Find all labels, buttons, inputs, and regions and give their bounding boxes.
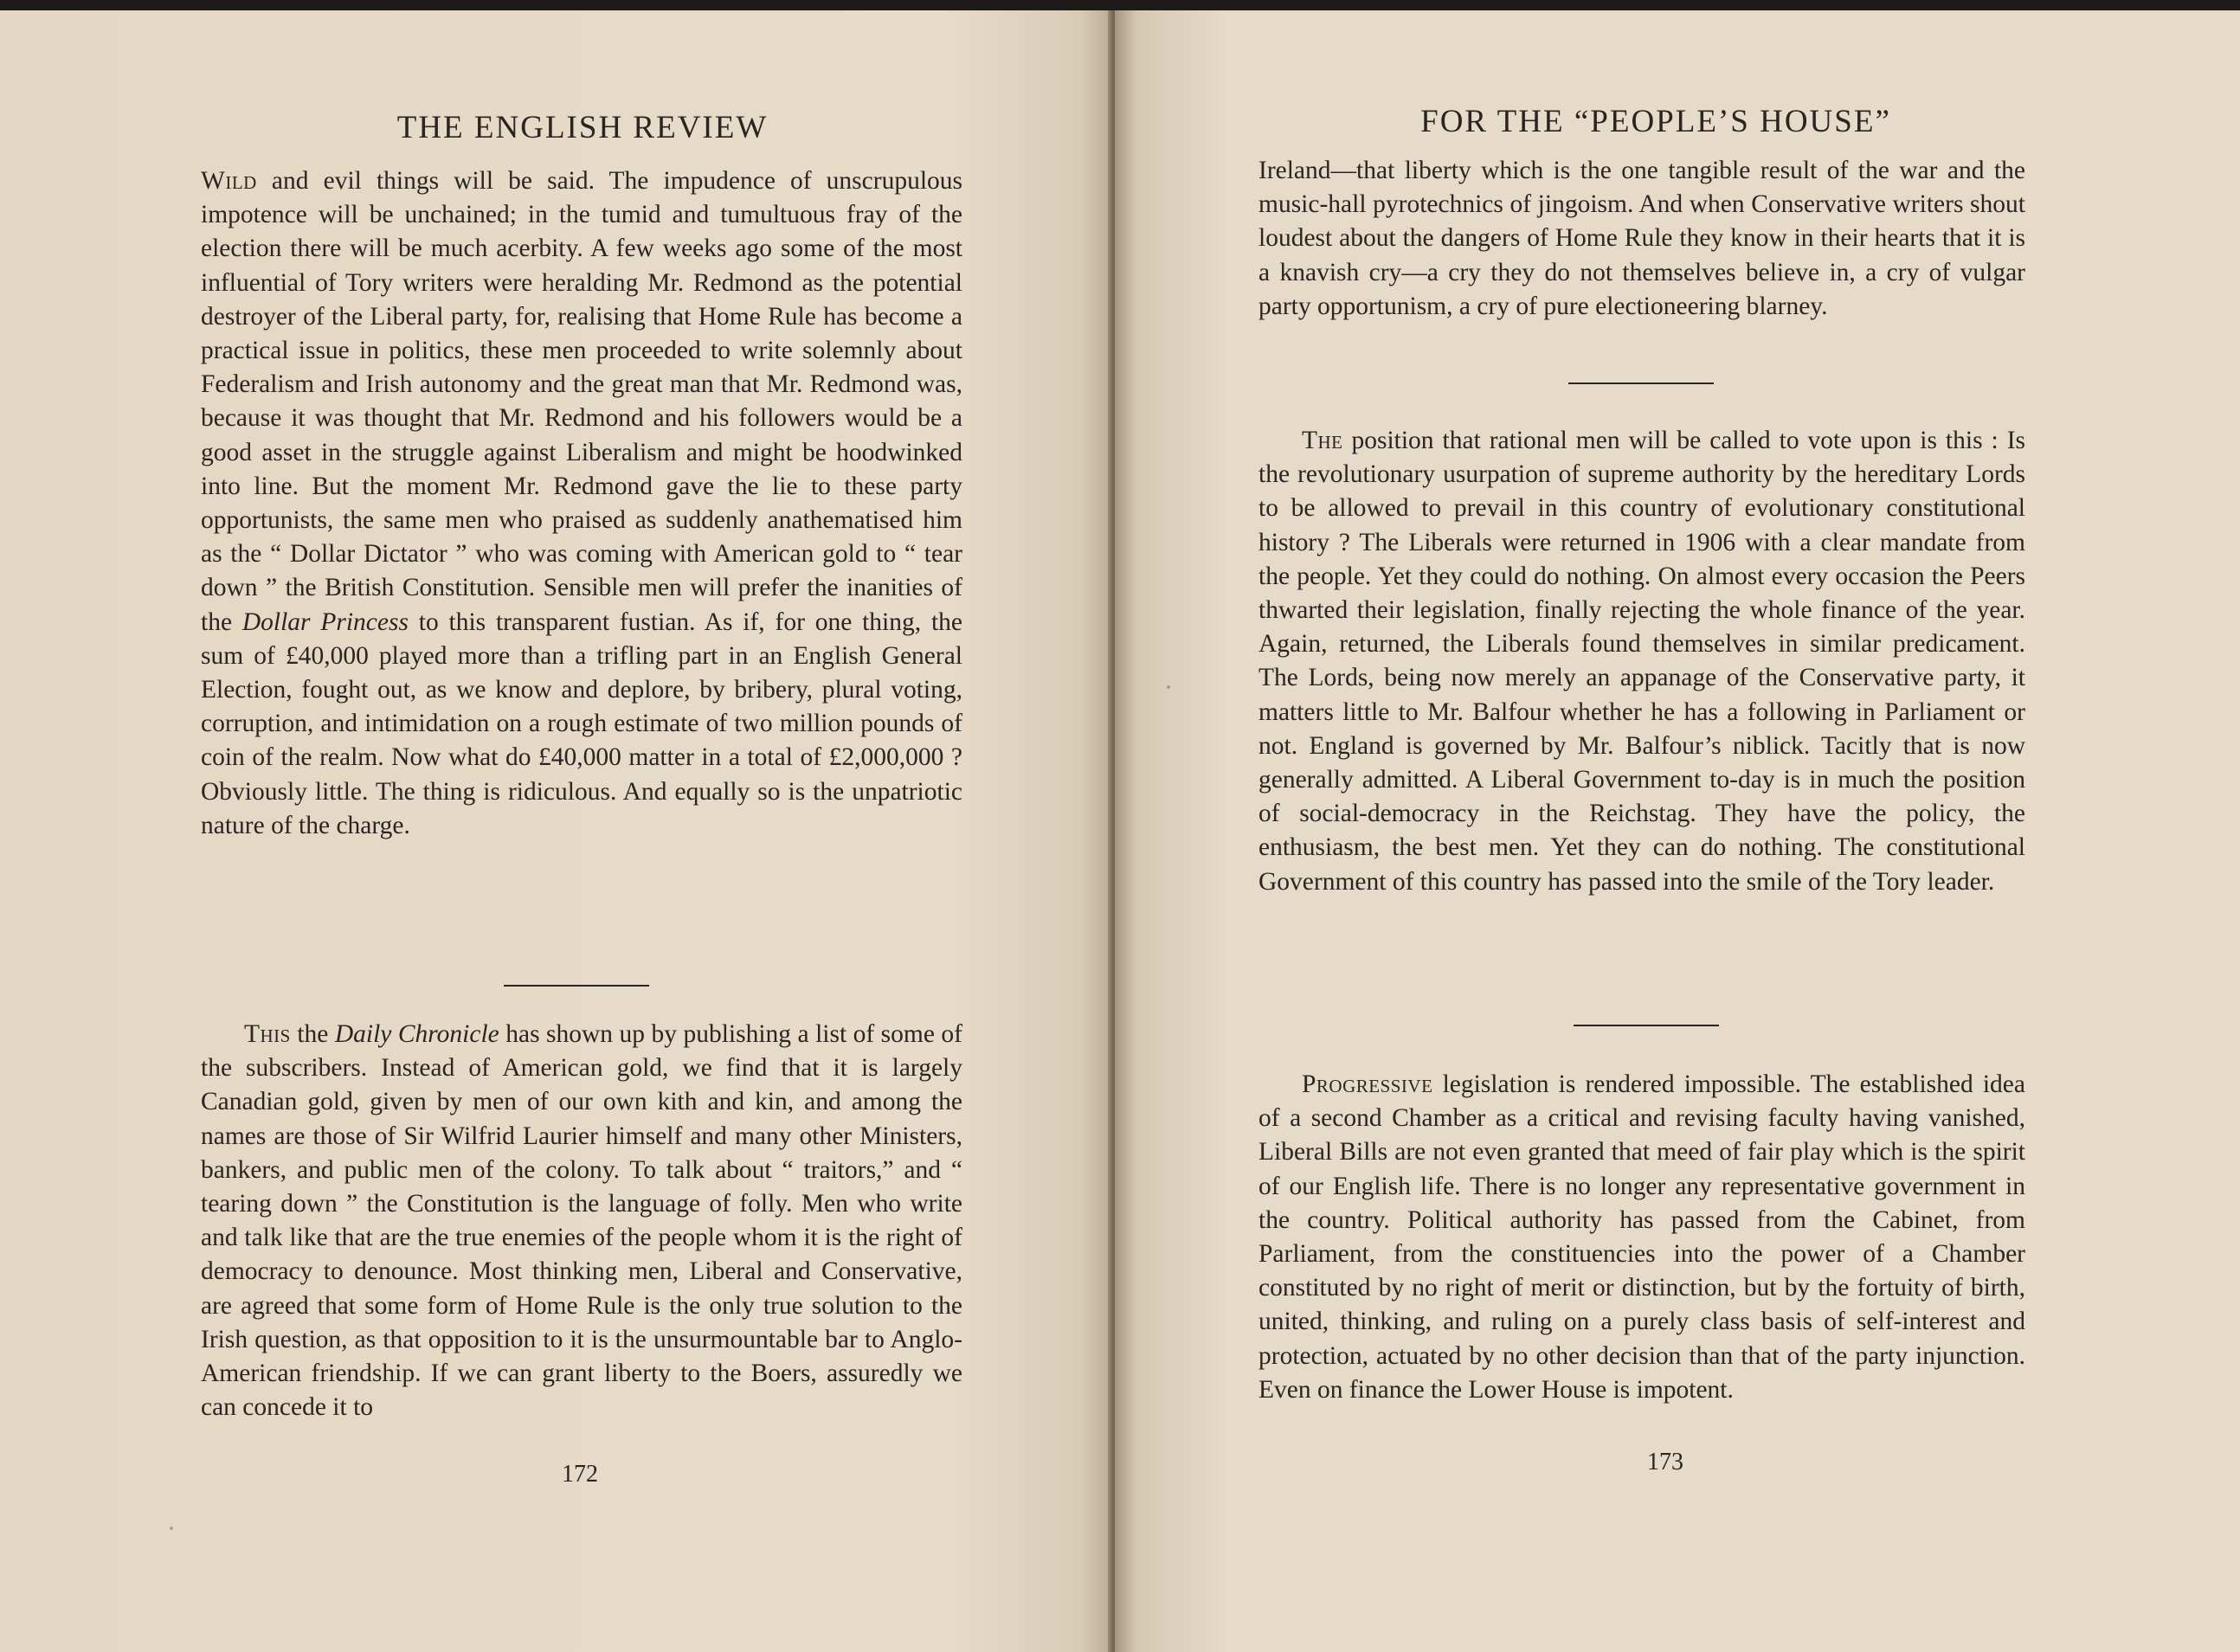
paper-speck	[1167, 685, 1170, 689]
body-text: to this transparent fustian. As if, for one thing, the sum of £40,000 played more than a trifling part in an English General Election, fought out, as we know and deplore, by bribery, plural voting, corruption, and intimidation on a rough estimate of two million pounds of coin of the realm. Now what do £40,000 matter in a total of £2,000,000 ? Obviously little. The thing is ridiculous. And equally so is the unpatriotic nature of the charge.	[201, 607, 962, 839]
body-text: position that rational men will be called to vote upon is this : Is the revolutionary usurpation of supreme authority by the hereditary Lords to be allowed to prevail in this country of evolutionary constitutional history ? The Liberals were returned in 1906 with a clear mandate from the people. Yet they could do nothing. On almost every occasion the Peers thwarted their legislation, finally rejecting the whole finance of the year. Again, returned, the Liberals found themselves in similar predicament. The Lords, being now merely an appanage of the Conservative party, it matters little to Mr. Balfour whether he has a following in Parliament or not. England is governed by Mr. Balfour’s niblick. Tacitly that is now generally admitted. A Liberal Government to-day is in much the position of social-democracy in the Reichstag. They have the policy, the enthusiasm, the best men. Yet they can do nothing. The constitutional Government of this country has passed into the smile of the Tory leader.	[1258, 427, 2025, 896]
lead-word: The	[1302, 427, 1343, 454]
running-head-right: FOR THE “PEOPLE’S HOUSE”	[1420, 104, 1891, 139]
body-text: the	[290, 1020, 335, 1048]
section-divider	[504, 985, 649, 987]
lead-word: This	[244, 1020, 291, 1048]
lead-word: Wild	[201, 167, 257, 195]
right-section-2	[1258, 424, 2025, 899]
section-divider	[1574, 1025, 1719, 1026]
left-page	[0, 10, 1115, 1652]
page-number-right: 173	[1647, 1449, 1683, 1475]
italic-title: Dollar Princess	[241, 607, 409, 636]
body-text: legislation is rendered impossible. The established idea of a second Chamber as a critical and revising faculty having vanished, Liberal Bills are not even granted that meed of fair play which is the spirit of our English life. There is no longer any representative government in the country. Political authority has passed from the Cabinet, from Parliament, from the constituencies into the power of a Chamber constituted by no right of merit or distinction, but by the fortuity of birth, united, thinking, and ruling on a purely class basis of self-interest and protection, actuated by no other decision than that of the party injunction. Even on finance the Lower House is impotent.	[1258, 1070, 2025, 1404]
left-section-1	[201, 164, 962, 843]
body-text: and evil things will be said. The impudence of unscrupulous impotence will be unchained; in the tumid and tumultuous fray of the election there will be much acerbity. A few weeks ago some of the most influential of Tory writers were heralding Mr. Redmond as the potential destroyer of the Liberal party, for, realising that Home Rule has become a practical issue in politics, these men proceeded to write solemnly about Federalism and Irish autonomy and the great man that Mr. Redmond was, because it was thought that Mr. Redmond and his followers would be a good asset in the struggle against Liberalism and might be hoodwinked into line. But the moment Mr. Redmond gave the lie to these party opportunists, the same men who praised as suddenly anathematised him as the “ Dollar Dictator ” who was coming with American gold to “ tear down ” the British Constitution. Sensible men will prefer the inanities of the	[201, 167, 962, 636]
right-page	[1115, 10, 2240, 1652]
right-section-1	[1258, 154, 2025, 324]
right-section-3	[1258, 1068, 2025, 1407]
running-head-left: THE ENGLISH REVIEW	[396, 110, 769, 145]
body-text: Ireland—that liberty which is the one tangible result of the war and the music-hall pyrotechnics of jingoism. And when Conservative writers shout loudest about the dangers of Home Rule they know in their hearts that it is a knavish cry—a cry they do not themselves believe in, a cry of vulgar party opportunism, a cry of pure electioneering blarney.	[1258, 157, 2025, 320]
italic-title: Daily Chronicle	[334, 1020, 499, 1048]
section-divider	[1568, 382, 1714, 384]
book-spread	[0, 10, 2240, 1652]
lead-word: Progressive	[1302, 1070, 1433, 1098]
body-text: has shown up by publishing a list of some of the subscribers. Instead of American gold, we find that it is largely Canadian gold, given by men of our own kith and kin, and among the names are those of Sir Wilfrid Laurier himself and many other Ministers, bankers, and public men of the colony. To talk about “ traitors,” and “ tearing down ” the Constitution is the language of folly. Men who write and talk like that are the true enemies of the people whom it is the right of democracy to denounce. Most thinking men, Liberal and Conservative, are agreed that some form of Home Rule is the only true solution to the Irish question, as that opposition to it is the unsurmountable bar to Anglo-American friendship. If we can grant liberty to the Boers, assuredly we can concede it to	[201, 1020, 962, 1422]
page-number-left: 172	[562, 1461, 598, 1488]
left-section-2	[201, 1018, 962, 1424]
paper-speck	[170, 1527, 173, 1530]
